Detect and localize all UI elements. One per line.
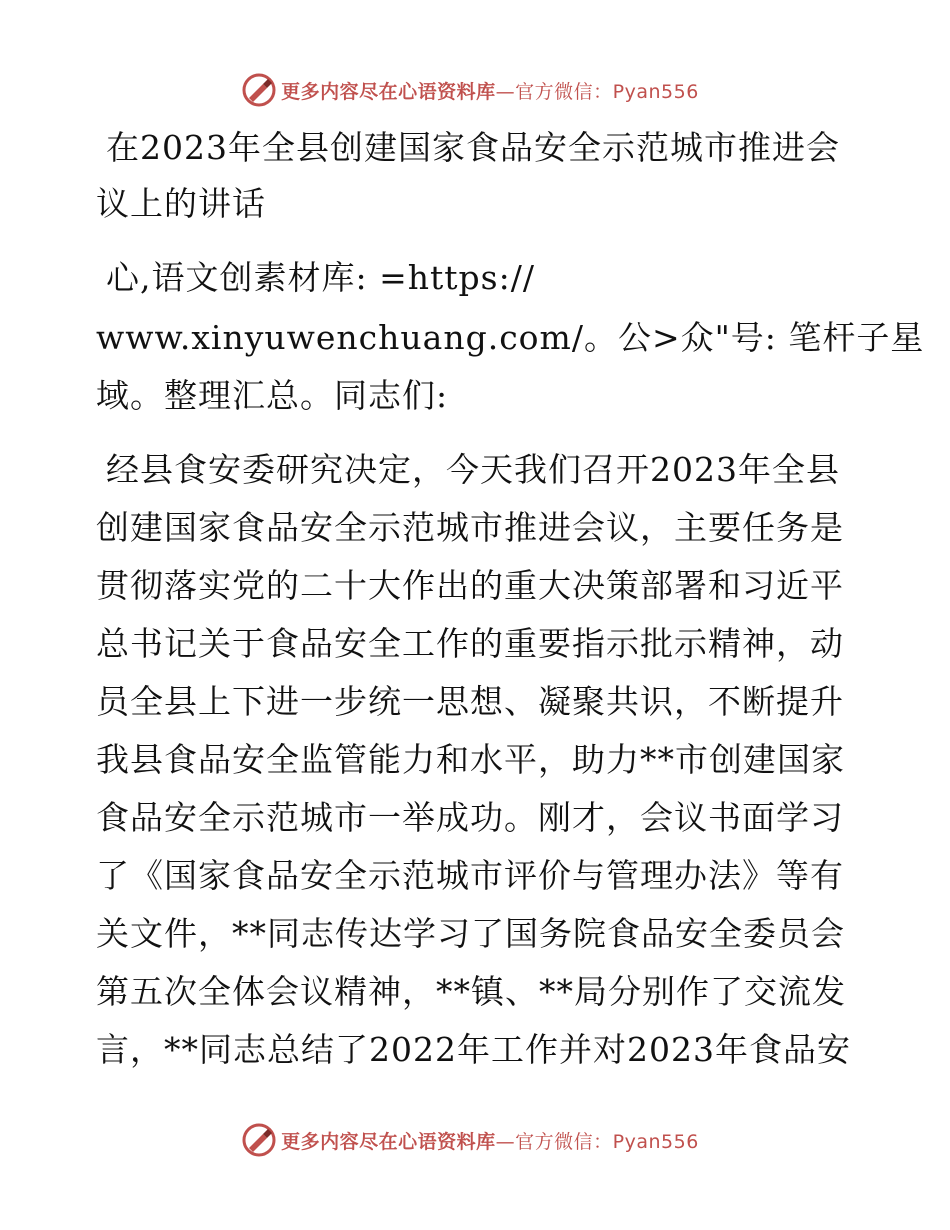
body-line-1: 经县食安委研究决定，今天我们召开2023年全县 <box>106 450 840 489</box>
intro-line-3: 域。整理汇总。同志们: <box>96 376 449 415</box>
title-line-2: 议上的讲话 <box>96 184 266 223</box>
body-line-8: 了《国家食品安全示范城市评价与管理办法》等有 <box>96 856 844 895</box>
brand-text: 更多内容尽在心语资料库 <box>281 80 496 103</box>
pen-logo-icon <box>241 1122 277 1158</box>
header-banner <box>0 70 950 110</box>
body-line-4: 总书记关于食品安全工作的重要指示批示精神，动 <box>96 624 844 663</box>
footer-banner <box>0 1120 950 1160</box>
intro-line-1: 心,语文创素材库: =https:// <box>106 258 535 297</box>
pen-logo-icon <box>241 72 277 108</box>
title-line-1: 在2023年全县创建国家食品安全示范城市推进会 <box>106 128 840 167</box>
body-line-11: 言，**同志总结了2022年工作并对2023年食品安 <box>96 1030 851 1069</box>
body-line-5: 员全县上下进一步统一思想、凝聚共识，不断提升 <box>96 682 844 721</box>
header-banner-content <box>241 72 699 108</box>
body-line-6: 我县食品安全监管能力和水平，助力**市创建国家 <box>96 740 845 779</box>
wechat-account-text: 官方微信：Pyan556 <box>515 80 699 103</box>
header-banner-text <box>281 77 699 104</box>
body-line-3: 贯彻落实党的二十大作出的重大决策部署和习近平 <box>96 566 844 605</box>
intro-line-2: www.xinyuwenchuang.com/。公>众"号: 笔杆子星 <box>96 318 925 357</box>
wechat-account-text: 官方微信：Pyan556 <box>515 1130 699 1153</box>
body-line-10: 第五次全体会议精神，**镇、**局分别作了交流发 <box>96 972 846 1011</box>
body-line-9: 关文件，**同志传达学习了国务院食品安全委员会 <box>96 914 845 953</box>
footer-banner-text <box>281 1127 699 1154</box>
footer-banner-content <box>241 1122 699 1158</box>
body-line-2: 创建国家食品安全示范城市推进会议，主要任务是 <box>96 508 844 547</box>
body-line-7: 食品安全示范城市一举成功。刚才，会议书面学习 <box>96 798 844 837</box>
brand-text: 更多内容尽在心语资料库 <box>281 1130 496 1153</box>
banner-separator: — <box>495 1130 516 1153</box>
banner-separator: — <box>495 80 516 103</box>
